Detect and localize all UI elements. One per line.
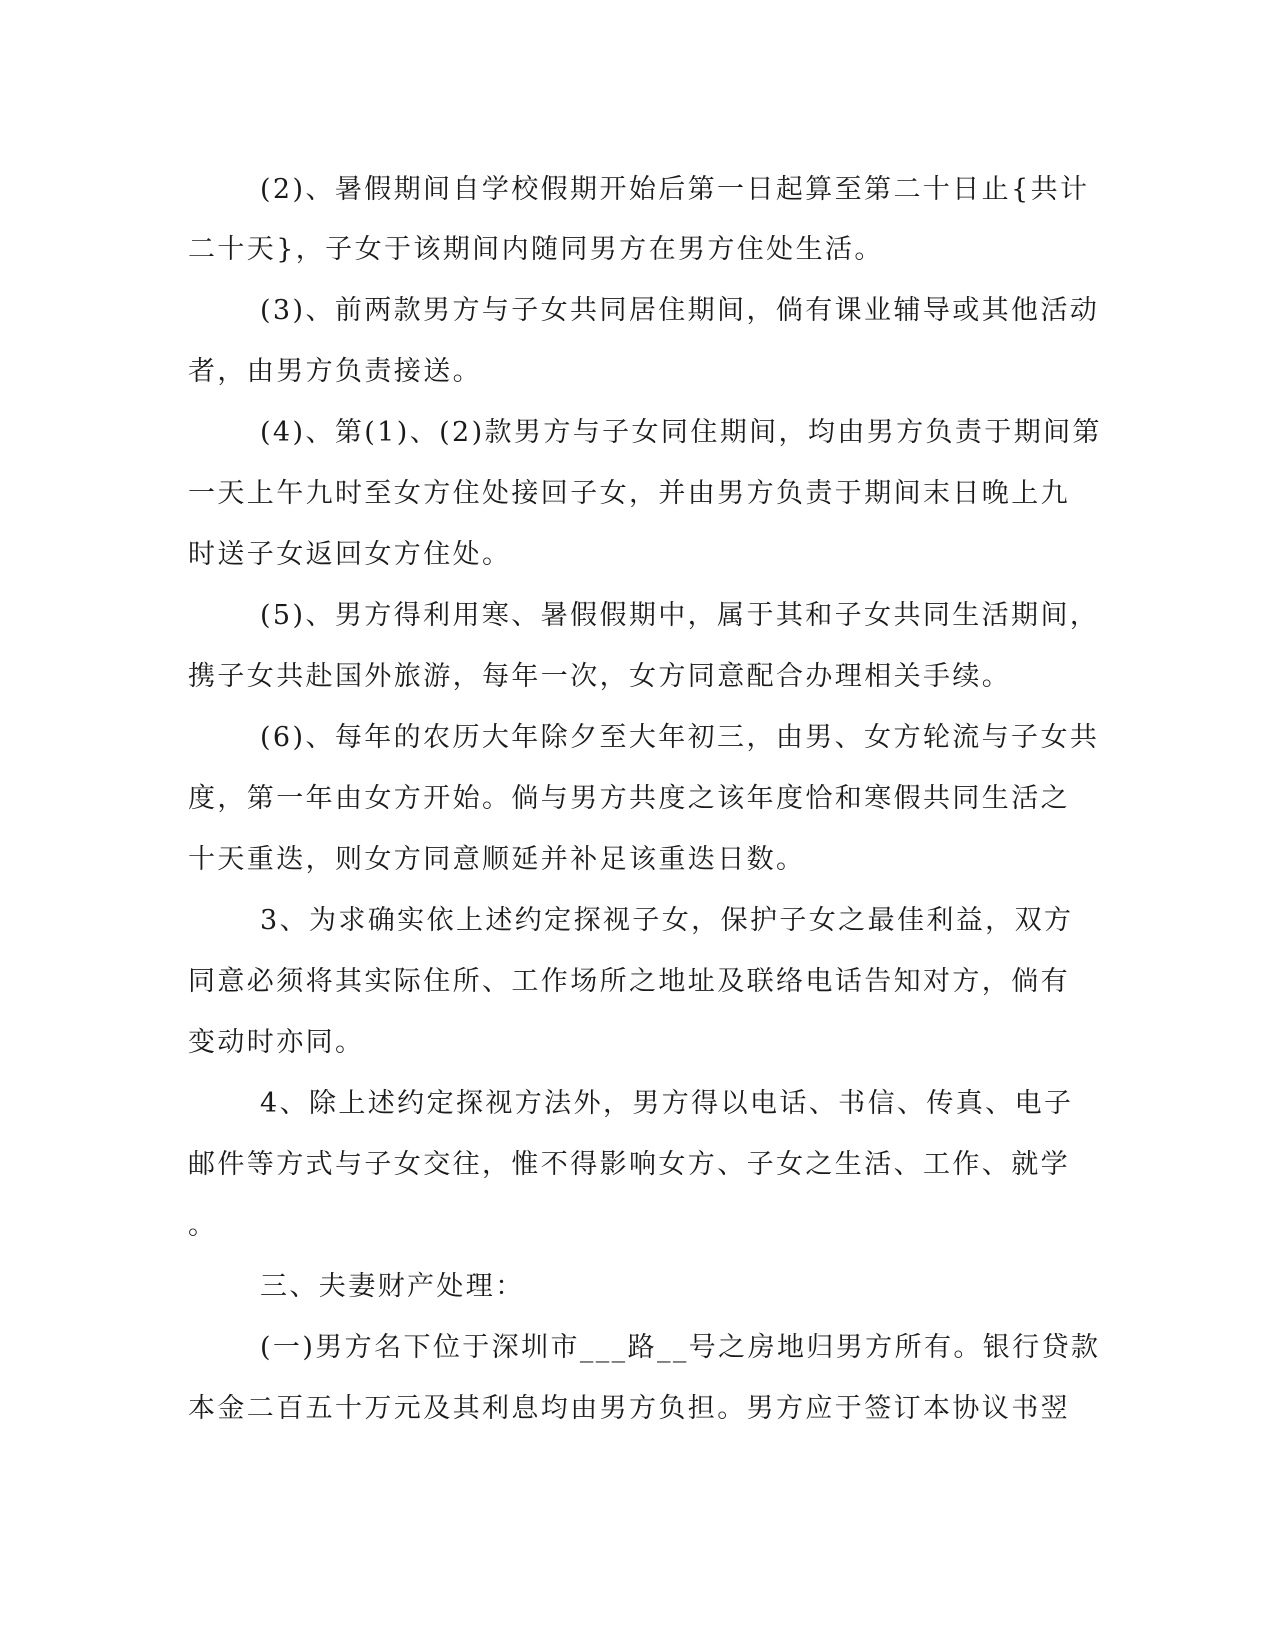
text-line: (3)、前两款男方与子女共同居住期间，倘有课业辅导或其他活动 <box>260 295 1100 326</box>
text-line: 者，由男方负责接送。 <box>188 356 482 387</box>
text-line: 变动时亦同。 <box>188 1027 365 1058</box>
text-line: (2)、暑假期间自学校假期开始后第一日起算至第二十日止{共计 <box>260 174 1090 205</box>
text-line: 。 <box>188 1210 218 1241</box>
text-line: 同意必须将其实际住所、工作场所之地址及联络电话告知对方，倘有 <box>188 966 1070 997</box>
text-line: 一天上午九时至女方住处接回子女，并由男方负责于期间末日晚上九 <box>188 478 1070 509</box>
text-line: 携子女共赴国外旅游，每年一次，女方同意配合办理相关手续。 <box>188 661 1012 692</box>
text-line: 度，第一年由女方开始。倘与男方共度之该年度恰和寒假共同生活之 <box>188 783 1070 814</box>
text-line: 3、为求确实依上述约定探视子女，保护子女之最佳利益，双方 <box>260 905 1074 936</box>
text-line: 时送子女返回女方住处。 <box>188 539 512 570</box>
text-line: 二十天}，子女于该期间内随同男方在男方住处生活。 <box>188 234 884 265</box>
text-line: (一)男方名下位于深圳市___路__号之房地归男方所有。银行贷款 <box>260 1332 1101 1363</box>
text-line: 十天重迭，则女方同意顺延并补足该重迭日数。 <box>188 844 806 875</box>
text-line: 邮件等方式与子女交往，惟不得影响女方、子女之生活、工作、就学 <box>188 1149 1070 1180</box>
text-line: 本金二百五十万元及其利息均由男方负担。男方应于签订本协议书翌 <box>188 1393 1070 1424</box>
text-line: (6)、每年的农历大年除夕至大年初三，由男、女方轮流与子女共 <box>260 722 1100 753</box>
text-line: 4、除上述约定探视方法外，男方得以电话、书信、传真、电子 <box>260 1088 1074 1119</box>
text-line: (5)、男方得利用寒、暑假假期中，属于其和子女共同生活期间， <box>260 600 1100 631</box>
section-heading: 三、夫妻财产处理： <box>260 1271 525 1302</box>
text-line: (4)、第(1)、(2)款男方与子女同住期间，均由男方负责于期间第 <box>260 417 1102 448</box>
